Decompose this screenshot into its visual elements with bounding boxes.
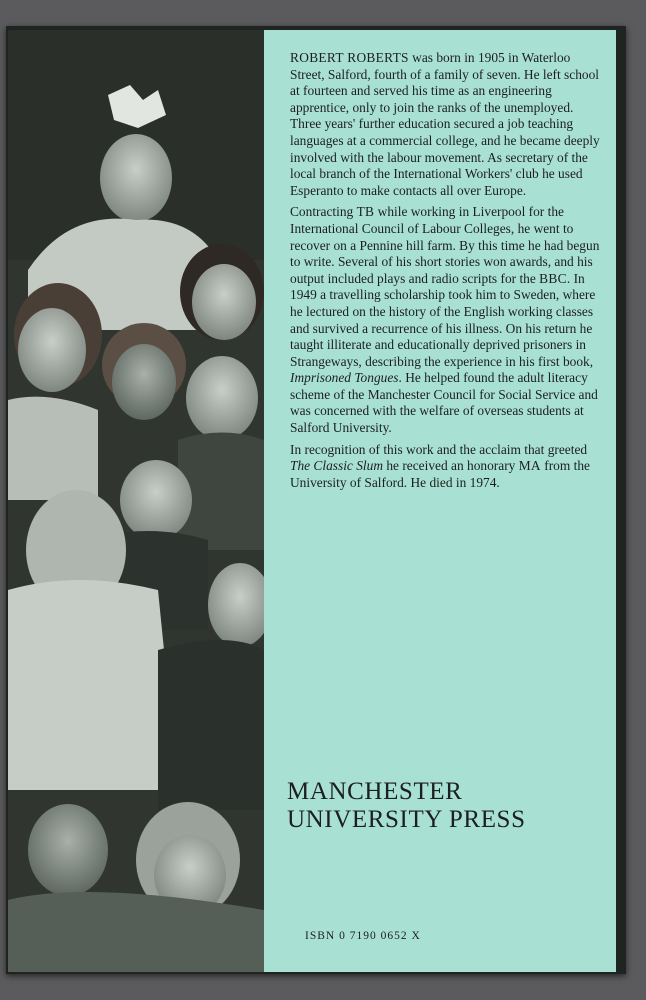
book-title-classic-slum: The Classic Slum	[290, 458, 383, 474]
bio-p2-text-1: Contracting	[290, 204, 357, 220]
bio-paragraph-2	[290, 204, 600, 436]
bio-p2-text-3: . In 1949 a travelling scholarship took him to Sweden, where he lectured on the history of the English working classes and survived a recurrence of his illness. On his return he taught illiterate and educationally deprived prisoners in Strangeways, describing the experience in his first book,	[290, 270, 596, 369]
isbn-number: ISBN 0 7190 0652 X	[305, 930, 421, 942]
abbr-tb: TB	[356, 204, 375, 220]
abbr-bbc: BBC	[539, 270, 567, 286]
bio-p3-text-2: he received an honorary	[383, 458, 519, 474]
bio-paragraph-1-text: was born in 1905 in Waterloo Street, Salford, fourth of a family of seven. He left school at fourteen and served his time as an engineering apprentice, only to join the ranks of the unemployed. Three years' further education secured a job teaching languages at a commercial college, and he became deeply involved with the labour movement. As secretary of the local branch of the International Workers' club he used Esperanto to make contacts all over Europe.	[290, 50, 600, 198]
publisher-line-2: UNIVERSITY PRESS	[287, 806, 526, 833]
bio-p2-text-2: while working in Liverpool for the International Council of Labour Colleges, he went to recover on a Pennine hill farm. By this time he had begun to write. Several of his short stories won awards, and his output included plays and radio scripts for the	[290, 204, 600, 286]
bio-p3-text-3: from the University of Salford. He died in 1974.	[290, 458, 590, 490]
publisher-line-1: MANCHESTER	[287, 778, 463, 805]
children-photo-illustration	[8, 30, 264, 972]
children-photograph	[8, 30, 264, 972]
bio-p3-text-1: In recognition of this work and the acclaim that greeted	[290, 441, 588, 457]
bio-paragraph-1	[290, 50, 600, 199]
author-biography	[290, 50, 600, 496]
author-name: ROBERT ROBERTS	[290, 50, 409, 65]
bio-p2-text-4: . He helped found the adult literacy scheme of the Manchester Council for Social Service and was concerned with the welfare of overseas students at Salford University.	[290, 370, 598, 436]
bio-paragraph-3	[290, 442, 600, 492]
publisher-logo	[287, 778, 607, 834]
book-title-imprisoned-tongues: Imprisoned Tongues	[290, 370, 399, 386]
abbr-ma: MA	[518, 458, 541, 474]
